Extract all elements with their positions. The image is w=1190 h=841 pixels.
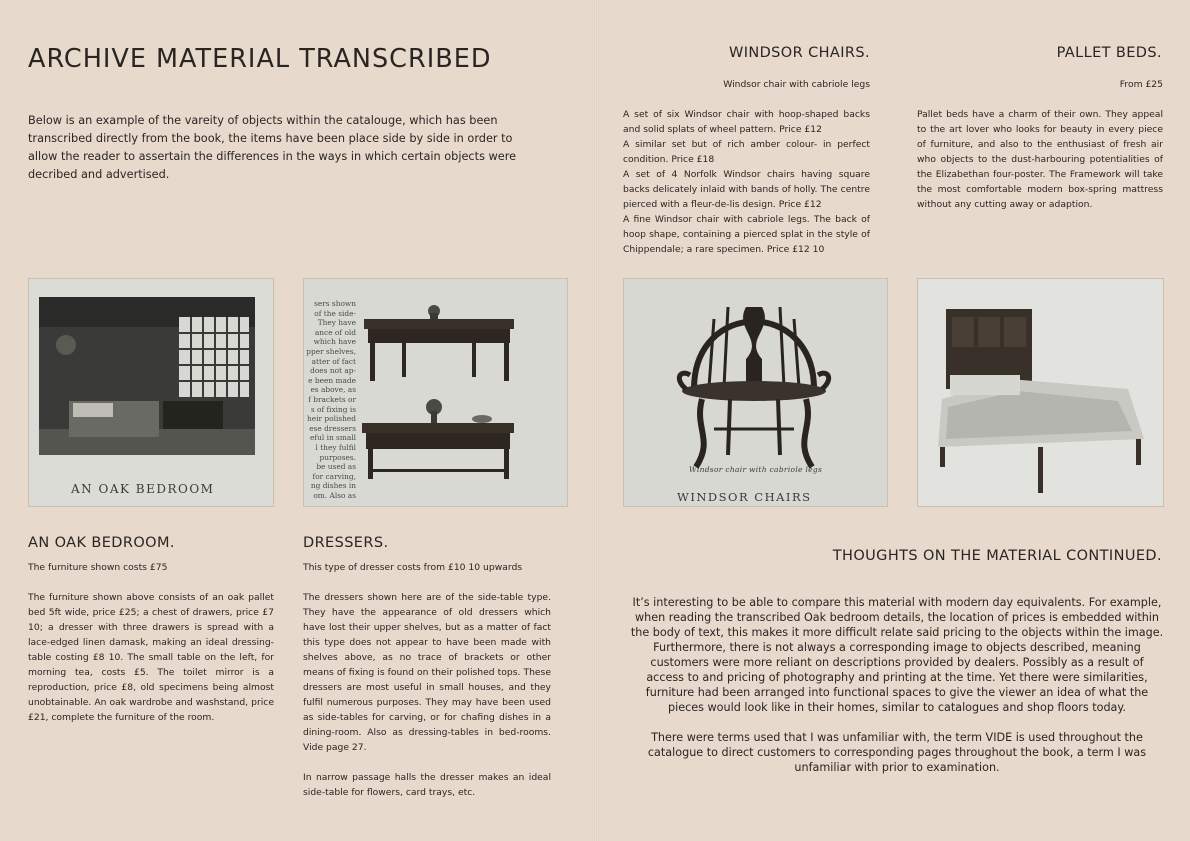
thoughts-body xyxy=(630,595,1164,790)
dressers-image xyxy=(303,278,568,507)
windsor-line: A fine Windsor chair with cabriole legs. The back of hoop shape, containing a pierced splat in the style of Chippendale; a rare specimen. Price £12 10 xyxy=(623,214,870,255)
windsor-line: A similar set but of rich amber colour- in perfect condition. Price £18 xyxy=(623,139,870,165)
windsor-subtitle: Windsor chair with cabriole legs xyxy=(723,79,870,90)
dressers-paragraph-1: The dressers shown here are of the side-table type. They have the appearance of old dressers which have lost their upper shelves, but as a matter of fact this type does not appear to have been made with shelves above, as no trace of brackets or other means of fixing is found on their polished tops. These dressers are most useful in small houses, and they fulfil numerous purposes. They may have been used as side-tables for carving, or for chafing dishes in a dining-room. Also as dressing-tables in bed-rooms. Vide page 27. xyxy=(303,592,551,753)
dressers-paragraph-2: In narrow passage halls the dresser makes an ideal side-table for flowers, card trays, etc. xyxy=(303,772,551,798)
dressers-heading: DRESSERS. xyxy=(303,535,389,551)
oak-bedroom-body: The furniture shown above consists of an oak pallet bed 5ft wide, price £25; a chest of drawers, price £7 10; a dresser with three drawers is spread with a lace-edged linen damask, making an ideal dressing-table costing £8 10. The small table on the left, for morning tea, costs £5. The toilet mirror is a reproduction, price £8, old specimens being almost unobtainable. An oak wardrobe and washstand, price £21, complete the furniture of the room. xyxy=(28,592,274,723)
thoughts-heading: THOUGHTS ON THE MATERIAL CONTINUED. xyxy=(832,548,1162,564)
thoughts-paragraph-2: There were terms used that I was unfamiliar with, the term VIDE is used throughout the catalogue to direct customers to corresponding pages throughout the book, a term I was unfamiliar with prior to examination. xyxy=(647,731,1147,774)
page-fold xyxy=(594,0,597,841)
pallet-bed-image xyxy=(917,278,1164,507)
pallet-body: Pallet beds have a charm of their own. They appeal to the art lover who looks for beauty in every piece of furniture, and also to the enthusiast of fresh air who objects to the dust-harbouring potentialities of the Elizabethan four-poster. The Framework will take the most comfortable modern box-spring mattress without any cutting away or adaption. xyxy=(917,109,1163,210)
oak-bedroom-heading: AN OAK BEDROOM. xyxy=(28,535,175,551)
windsor-chair-image xyxy=(623,278,888,507)
windsor-scan-script: Windsor chair with cabriole legs xyxy=(689,465,823,474)
oak-bedroom-price: The furniture shown costs £75 xyxy=(28,562,168,573)
intro-paragraph: Below is an example of the vareity of objects within the catalouge, which has been transcribed directly from the book, the items have been place side by side in order to allow the reader to assertain the differences in the ways in which certain objects were decribed and advertised. xyxy=(28,114,517,181)
oak-bedroom-image xyxy=(28,278,274,507)
dressers-price: This type of dresser costs from £10 10 upwards xyxy=(303,562,523,573)
thoughts-paragraph-1: It’s interesting to be able to compare this material with modern day equivalents. For example, when reading the transcribed Oak bedroom details, the location of prices is embedded within the body of text, this makes it more difficult relate said pricing to the objects within the image. Furthermore, there is not always a corresponding image to objects described, meaning customers were more reliant on descriptions provided by dealers. Possibly as a result of access to and pricing of photography and printing at the time. Yet there were similarities, furniture had been arranged into functional spaces to give the viewer an idea of what the pieces would look like in their homes, similar to catalogues and shop floors today. xyxy=(630,596,1164,714)
pallet-bed-illustration xyxy=(918,279,1163,506)
pallet-price: From £25 xyxy=(1119,79,1163,90)
windsor-line: A set of six Windsor chair with hoop-shaped backs and solid splats of wheel pattern. Price £12 xyxy=(623,109,870,135)
oak-bedroom-scan-caption: AN OAK BEDROOM xyxy=(71,482,215,496)
windsor-scan-caption: WINDSOR CHAIRS xyxy=(677,490,812,504)
windsor-heading: WINDSOR CHAIRS. xyxy=(728,45,870,61)
oak-bedroom-illustration xyxy=(29,279,273,506)
windsor-line: A set of 4 Norfolk Windsor chairs having square backs delicately inlaid with bands of holly. The centre pierced with a fleur-de-lis design. Price £12 xyxy=(623,169,870,210)
pallet-heading: PALLET BEDS. xyxy=(1056,45,1162,61)
windsor-descriptions xyxy=(623,107,870,257)
page-title: ARCHIVE MATERIAL TRANSCRIBED xyxy=(28,44,492,74)
dressers-scan-text: sers shown of the side- They have ance of old which have pper shelves, atter of fact does not ap- e been made es above, as f brackets or s of fixing is heir polished ese dressers eful in small l they fulfil purposes. be used as for carving, ng dishes in om. Also as xyxy=(306,299,356,500)
dressers-illustration xyxy=(304,279,567,506)
dressers-body xyxy=(303,590,551,815)
